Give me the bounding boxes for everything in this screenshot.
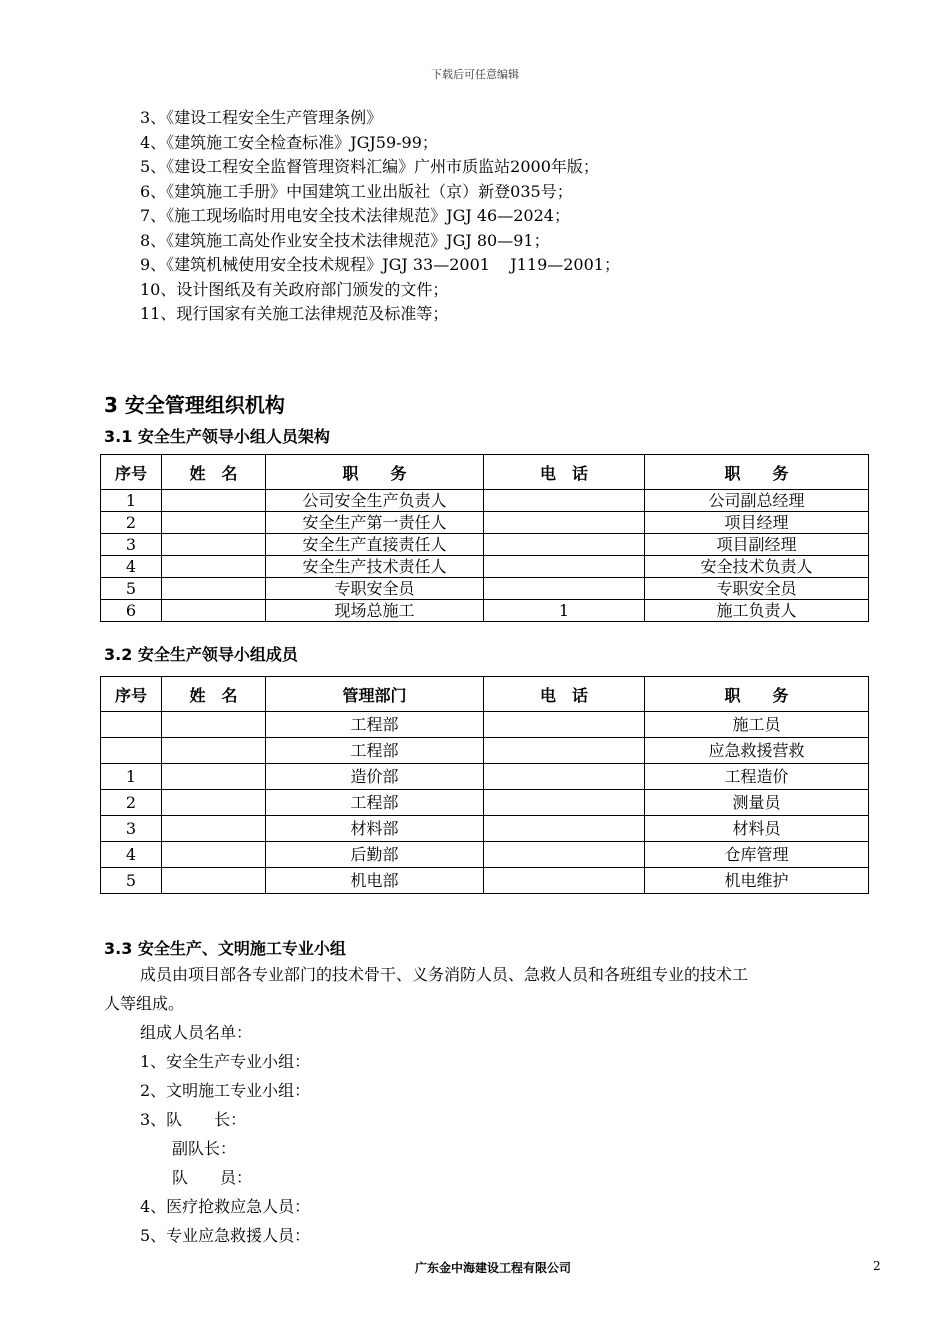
- table-cell: 材料员: [645, 816, 869, 842]
- table-cell: 工程部: [266, 738, 484, 764]
- table-cell: 公司安全生产负责人: [266, 490, 484, 512]
- table-cell: 5: [101, 578, 162, 600]
- table-cell: [484, 790, 645, 816]
- table-cell: 应急救援营救: [645, 738, 869, 764]
- table-cell: [162, 816, 266, 842]
- table-row: [101, 712, 869, 738]
- table-row: [101, 578, 869, 600]
- table-cell: 施工负责人: [645, 600, 869, 622]
- table-cell: 机电部: [266, 868, 484, 894]
- table-cell: 项目副经理: [645, 534, 869, 556]
- table-row: [101, 842, 869, 868]
- table-cell: 专职安全员: [266, 578, 484, 600]
- reference-list: [140, 106, 620, 327]
- table-cell: [162, 868, 266, 894]
- table-cell: [162, 556, 266, 578]
- reference-item: 8、《建筑施工高处作业安全技术法律规范》JGJ 80—91；: [140, 230, 550, 250]
- footer-company: 广东金中海建设工程有限公司: [414, 1261, 571, 1275]
- column-header: 电 话: [484, 455, 645, 490]
- table-row: [101, 490, 869, 512]
- table-header-row: [101, 677, 869, 712]
- reference-item: 10、设计图纸及有关政府部门颁发的文件；: [140, 279, 449, 299]
- table-cell: 仓库管理: [645, 842, 869, 868]
- reference-item: 4、《建筑施工安全检查标准》JGJ59-99；: [140, 132, 438, 152]
- table-cell: 4: [101, 556, 162, 578]
- table-cell: [162, 534, 266, 556]
- member-list-item: 4、医疗抢救应急人员：: [140, 1197, 311, 1216]
- table-cell: [484, 490, 645, 512]
- table-cell: 安全生产直接责任人: [266, 534, 484, 556]
- table-cell: 后勤部: [266, 842, 484, 868]
- table-cell: 机电维护: [645, 868, 869, 894]
- table-cell: [162, 790, 266, 816]
- table-cell: [162, 512, 266, 534]
- column-header: 姓 名: [162, 677, 266, 712]
- member-list-item: 副队长：: [172, 1139, 237, 1158]
- table-cell: [484, 534, 645, 556]
- table-cell: [484, 556, 645, 578]
- column-header: 序号: [101, 455, 162, 490]
- column-header: 职 务: [645, 677, 869, 712]
- table-cell: 3: [101, 534, 162, 556]
- section-3-1-title: 3.1 安全生产领导小组人员架构: [104, 427, 330, 446]
- table-cell: [484, 738, 645, 764]
- table-cell: 工程部: [266, 790, 484, 816]
- table-row: [101, 556, 869, 578]
- column-header: 管理部门: [266, 677, 484, 712]
- leadership-structure-table: [100, 454, 869, 622]
- section-3-3-title: 3.3 安全生产、文明施工专业小组: [104, 939, 346, 958]
- column-header: 职 务: [645, 455, 869, 490]
- table-cell: 1: [101, 490, 162, 512]
- table-cell: [162, 600, 266, 622]
- member-list-item: 队 员：: [172, 1168, 253, 1187]
- table-cell: [101, 712, 162, 738]
- table-cell: 5: [101, 868, 162, 894]
- table-cell: [484, 816, 645, 842]
- table-row: [101, 534, 869, 556]
- member-list-item: 2、文明施工专业小组：: [140, 1081, 311, 1100]
- section-3-2-title: 3.2 安全生产领导小组成员: [104, 645, 298, 664]
- table-cell: 1: [101, 764, 162, 790]
- table-cell: [162, 578, 266, 600]
- table-row: [101, 512, 869, 534]
- table-cell: [484, 578, 645, 600]
- table-cell: 安全生产第一责任人: [266, 512, 484, 534]
- table-cell: [484, 868, 645, 894]
- paragraph-line: 人等组成。: [104, 994, 185, 1013]
- reference-item: 7、《施工现场临时用电安全技术法律规范》JGJ 46—2024；: [140, 206, 570, 225]
- reference-item: 11、现行国家有关施工法律规范及标准等；: [140, 304, 449, 323]
- section-3-title: 3 安全管理组织机构: [104, 393, 285, 417]
- reference-item: 9、《建筑机械使用安全技术规程》JGJ 33—2001 J119—2001；: [140, 255, 620, 274]
- table-row: [101, 764, 869, 790]
- table-cell: [101, 738, 162, 764]
- table-cell: 工程部: [266, 712, 484, 738]
- table-cell: 项目经理: [645, 512, 869, 534]
- table-row: [101, 816, 869, 842]
- header-note: 下载后可任意编辑: [431, 68, 519, 81]
- reference-item: 3、《建设工程安全生产管理条例》: [140, 108, 383, 127]
- leadership-members-table: [100, 676, 869, 894]
- column-header: 姓 名: [162, 455, 266, 490]
- table-row: [101, 600, 869, 622]
- reference-item: 6、《建筑施工手册》中国建筑工业出版社（京）新登035号；: [140, 181, 573, 201]
- paragraph-line: 成员由项目部各专业部门的技术骨干、义务消防人员、急救人员和各班组专业的技术工: [140, 965, 749, 984]
- page-number: 2: [873, 1259, 881, 1273]
- table-cell: [484, 842, 645, 868]
- reference-item: 5、《建设工程安全监督管理资料汇编》广州市质监站2000年版；: [140, 157, 599, 176]
- table-cell: [162, 764, 266, 790]
- table-cell: [484, 712, 645, 738]
- table-cell: 4: [101, 842, 162, 868]
- table-cell: [162, 842, 266, 868]
- table-cell: 公司副总经理: [645, 490, 869, 512]
- column-header: 序号: [101, 677, 162, 712]
- table-row: [101, 738, 869, 764]
- table-cell: 3: [101, 816, 162, 842]
- table-cell: 2: [101, 790, 162, 816]
- table-cell: [484, 764, 645, 790]
- member-list-item: 3、队 长：: [140, 1110, 247, 1129]
- table-cell: 造价部: [266, 764, 484, 790]
- column-header: 职 务: [266, 455, 484, 490]
- table-cell: [162, 712, 266, 738]
- table-cell: 工程造价: [645, 764, 869, 790]
- table-cell: 6: [101, 600, 162, 622]
- table-cell: [162, 490, 266, 512]
- table-row: [101, 868, 869, 894]
- member-list-item: 5、专业应急救援人员：: [140, 1226, 311, 1245]
- table-cell: [484, 512, 645, 534]
- table-cell: 测量员: [645, 790, 869, 816]
- table-cell: 安全技术负责人: [645, 556, 869, 578]
- table-cell: 施工员: [645, 712, 869, 738]
- table-row: [101, 790, 869, 816]
- member-list-title: 组成人员名单：: [140, 1023, 253, 1042]
- table-cell: 材料部: [266, 816, 484, 842]
- table-cell: 2: [101, 512, 162, 534]
- table-cell: [162, 738, 266, 764]
- column-header: 电 话: [484, 677, 645, 712]
- table-cell: 专职安全员: [645, 578, 869, 600]
- table-cell: 1: [484, 600, 645, 622]
- member-list-item: 1、安全生产专业小组：: [140, 1052, 311, 1071]
- table-header-row: [101, 455, 869, 490]
- table-cell: 现场总施工: [266, 600, 484, 622]
- table-cell: 安全生产技术责任人: [266, 556, 484, 578]
